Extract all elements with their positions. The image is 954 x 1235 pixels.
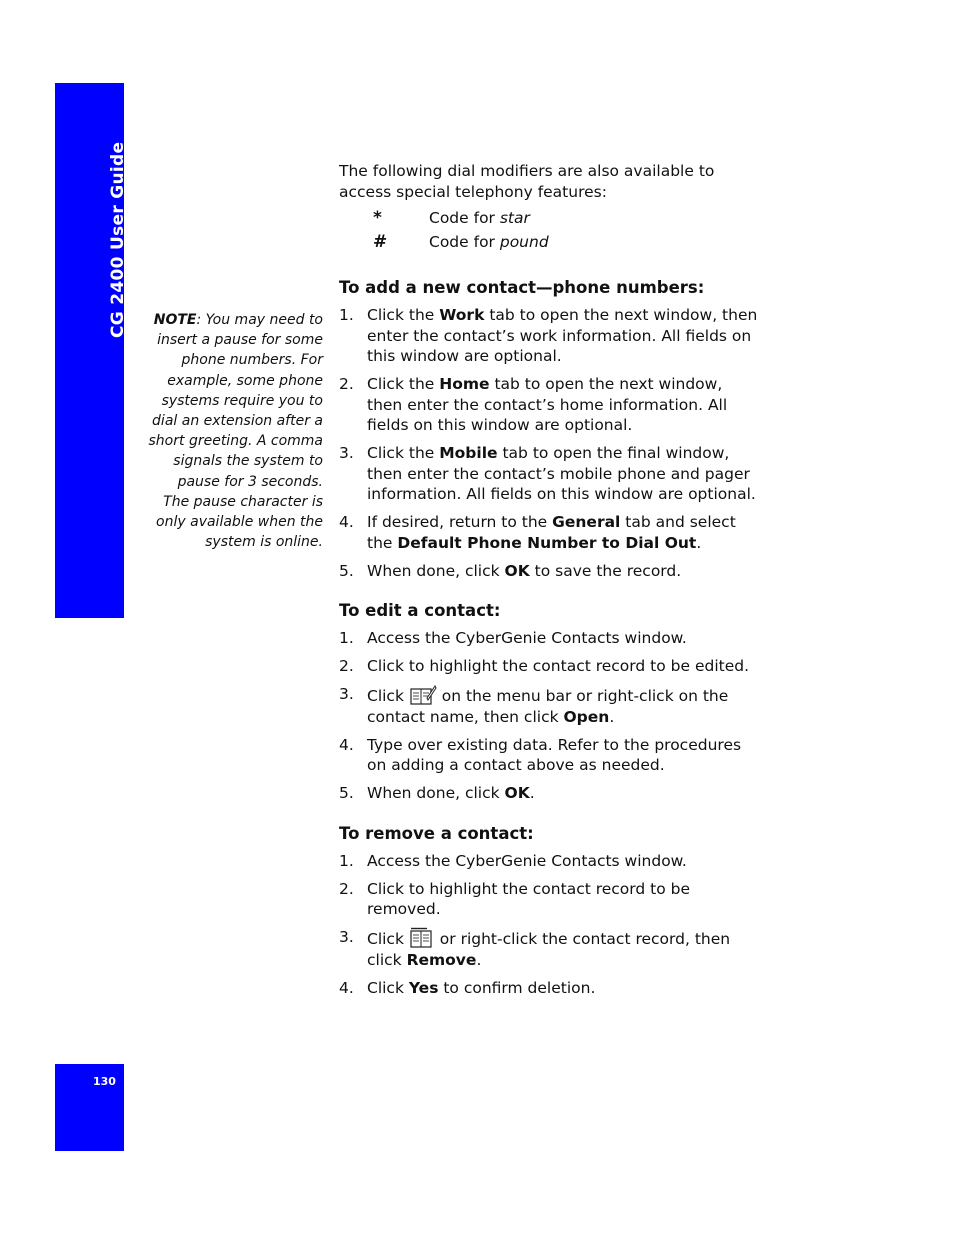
- list-item: 1. Access the CyberGenie Contacts window.: [339, 629, 687, 647]
- modifier-pound: [339, 232, 759, 256]
- list-item: 1. Click the Work tab to open the next window, then enter the contact’s work information. All fields on this window are optional.: [339, 306, 758, 365]
- remove-contact-steps: [339, 851, 759, 999]
- list-item: 3. Click the Mobile tab to open the final window, then enter the contact’s mobile phone and pager information. All fields on this window are optional.: [339, 444, 756, 503]
- list-item: 2. Click the Home tab to open the next window, then enter the contact’s home information. All fields on this window are optional.: [339, 375, 728, 434]
- list-item: 2. Click to highlight the contact record to be edited.: [339, 657, 750, 675]
- note-label: NOTE: [153, 312, 197, 328]
- edit-contact-steps: [339, 628, 759, 804]
- remove-contact-heading: To remove a contact:: [339, 823, 534, 843]
- list-item: 3. Click on the menu bar or right-click on the contact name, then click Open.: [339, 685, 729, 726]
- star-symbol: *: [373, 208, 382, 228]
- remove-contact-icon: [409, 927, 435, 949]
- main-content: [339, 161, 759, 1006]
- list-item: 3. Click or right-click the contact record, then click Remove.: [339, 928, 731, 969]
- intro-paragraph: The following dial modifiers are also available to access special telephony features:: [339, 162, 715, 201]
- modifier-description: Code for pound: [429, 233, 549, 251]
- edit-contact-icon: [409, 684, 437, 706]
- dial-modifiers: [339, 208, 759, 256]
- list-item: 4. Click Yes to confirm deletion.: [339, 978, 596, 997]
- modifier-star: [339, 208, 759, 232]
- list-item: 2. Click to highlight the contact record to be removed.: [339, 879, 691, 918]
- list-item: 5. When done, click OK.: [339, 784, 535, 802]
- note-text: : You may need to insert a pause for some phone numbers. For example, some phone systems require you to dial an extension after a short greeting. A comma signals the system to pause for 3 seconds. The pause character is only available when the system is online.: [148, 312, 323, 551]
- guide-title: CG 2400 User Guide: [108, 141, 128, 338]
- margin-note: [148, 310, 323, 552]
- edit-contact-heading: To edit a contact:: [339, 601, 501, 620]
- list-item: 1. Access the CyberGenie Contacts window.: [339, 851, 687, 870]
- page-number: 130: [93, 1075, 116, 1088]
- list-item: 4. If desired, return to the General tab and select the Default Phone Number to Dial Out.: [339, 513, 736, 552]
- add-contact-steps: [339, 305, 759, 581]
- add-contact-heading: To add a new contact—phone numbers:: [339, 278, 705, 297]
- list-item: 4. Type over existing data. Refer to the procedures on adding a contact above as needed.: [339, 735, 742, 774]
- pound-symbol: #: [373, 232, 388, 252]
- modifier-description: Code for star: [429, 209, 530, 227]
- list-item: 5. When done, click OK to save the record.: [339, 561, 682, 580]
